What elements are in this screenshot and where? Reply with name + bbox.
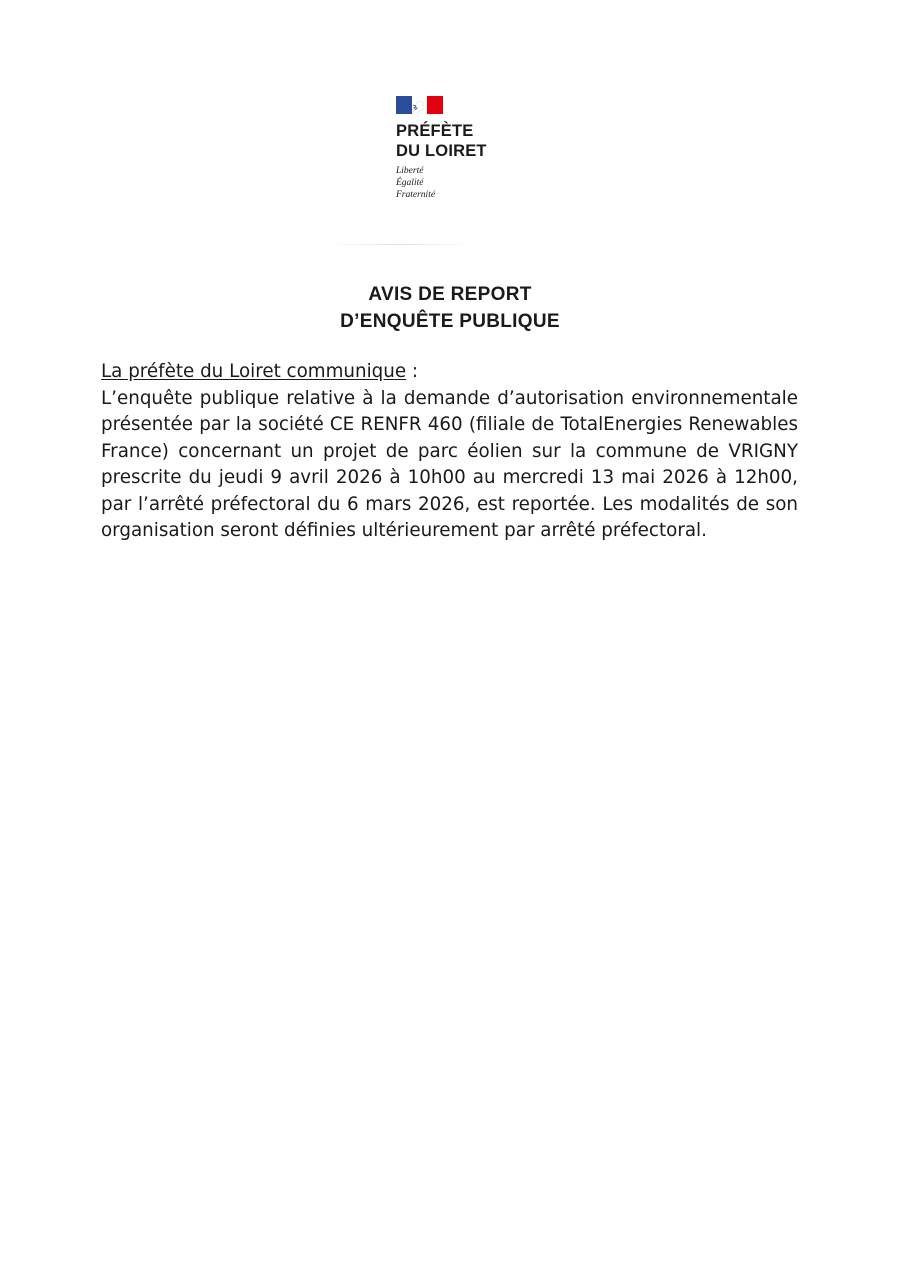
notice-intro-underlined: La préfète du Loiret communique — [101, 361, 407, 382]
notice-body — [101, 359, 798, 545]
motto-fraternite: Fraternité — [396, 190, 436, 200]
notice-intro — [101, 359, 798, 386]
document-title-line1: AVIS DE REPORT — [368, 284, 532, 305]
prefecture-logo-block — [396, 96, 536, 201]
institution-name — [396, 121, 536, 161]
notice-intro-suffix: : — [406, 361, 419, 382]
marianne-flag-icon — [396, 96, 443, 114]
motto-egalite: Égalité — [396, 178, 424, 188]
scan-divider — [330, 244, 470, 245]
document-title-line2: D’ENQUÊTE PUBLIQUE — [340, 311, 560, 332]
republic-motto — [396, 165, 536, 201]
motto-liberte: Liberté — [396, 166, 424, 176]
institution-name-line1: PRÉFÈTE — [396, 122, 474, 140]
notice-paragraph: L’enquête publique relative à la demande d’autorisation environnementale présentée par la société CE RENFR 460 (filiale de TotalEnergies Renewables France) concernant un projet de parc éolien sur la commune de VRIGNY prescrite du jeudi 9 avril 2026 à 10h00 au mercredi 13 mai 2026 à 12h00, par l’arrêté préfectoral du 6 mars 2026, est reportée. Les modalités de son organisation seront définies ultérieurement par arrêté préfectoral. — [101, 387, 798, 541]
document-title — [0, 281, 900, 335]
institution-name-line2: DU LOIRET — [396, 142, 487, 160]
